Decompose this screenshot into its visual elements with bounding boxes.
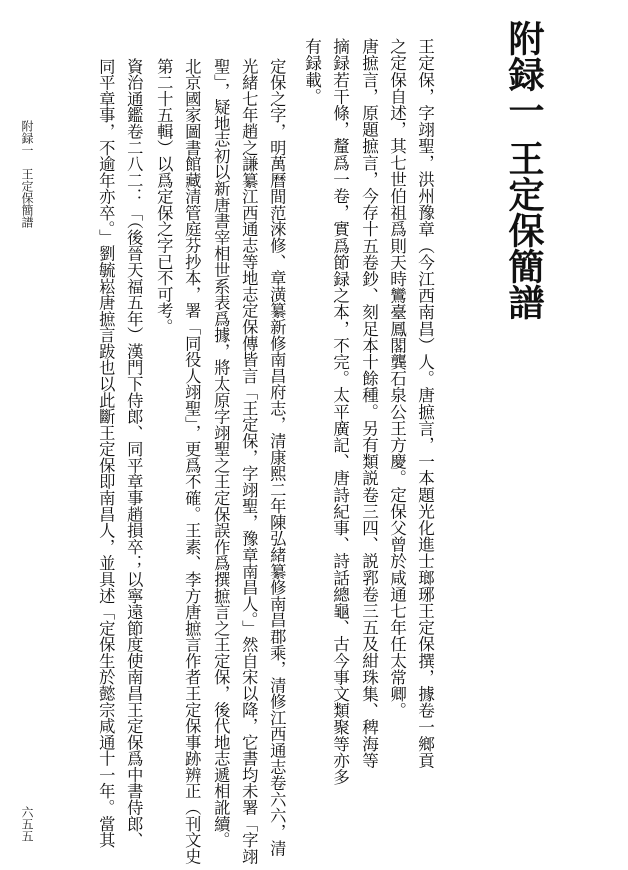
- note-line: 同平章事，不逾年亦卒。」劉毓崧唐摭言跋也以此斷王定保即南昌人，並具述「定保生於懿宗咸通十一年。當其: [96, 58, 116, 849]
- paragraph-line: 王定保，字翊聖，洪州豫章（今江西南昌）人。唐摭言，一本題光化進士瑯琊王定保撰，據卷一鄉貢: [415, 38, 435, 769]
- note-line: 光緒七年趙之謙纂江西通志等地志定保傳皆言「王定保，字翊聖，豫章南昌人。」然自宋以降，它書均未署「字翊: [239, 58, 259, 865]
- running-head: 附録一 王定保簡譜: [20, 120, 34, 228]
- page-title: 王定保簡譜: [503, 140, 544, 320]
- note-line: 資治通鑑卷二八二：「（後晉天福五年）漢門下侍郎、同平章事趙損卒；以寧遠節度使南昌王定保爲中書侍郎、: [124, 58, 144, 849]
- paragraph-line: 有録載。: [302, 38, 322, 105]
- paragraph-line: 唐摭言，原題摭言，今存十五卷鈔、刻足本十餘種。另有類説卷三四、説郛卷三五及紺珠集、稗海等: [359, 38, 379, 769]
- paragraph-line: 摘録若干條，釐爲一卷，實爲節録之本，不完。太平廣記、唐詩紀事、詩話總龜、古今事文類聚等亦多: [330, 38, 350, 785]
- page-number: 六五五: [20, 806, 34, 842]
- note-line: 定保之字，明萬曆間范淶修、章潢纂新修南昌府志，清康熙二年陳弘緒纂修南昌郡乘，清修江西通志卷六六，清: [267, 58, 287, 857]
- note-line: 聖」，疑地志初以新唐書宰相世系表爲據，將太原字翊聖之王定保誤作爲撰摭言之王定保，後代地志遞相訛續。: [211, 58, 231, 849]
- note-line: 北京國家圖書館藏清管庭芬抄本，署「同役人翊聖」，更爲不確。王素、李方唐摭言作者王定保事跡辨正（刊文史: [182, 58, 202, 865]
- paragraph-line: 之定保自述，其七世伯祖爲則天時鸞臺鳳閣龔石泉公王方慶。定保父曾於咸通七年任太常卿。: [387, 38, 407, 719]
- note-line: 第二十五輯）以爲定保之字已不可考。: [154, 58, 174, 335]
- appendix-label: 附録一: [503, 20, 544, 128]
